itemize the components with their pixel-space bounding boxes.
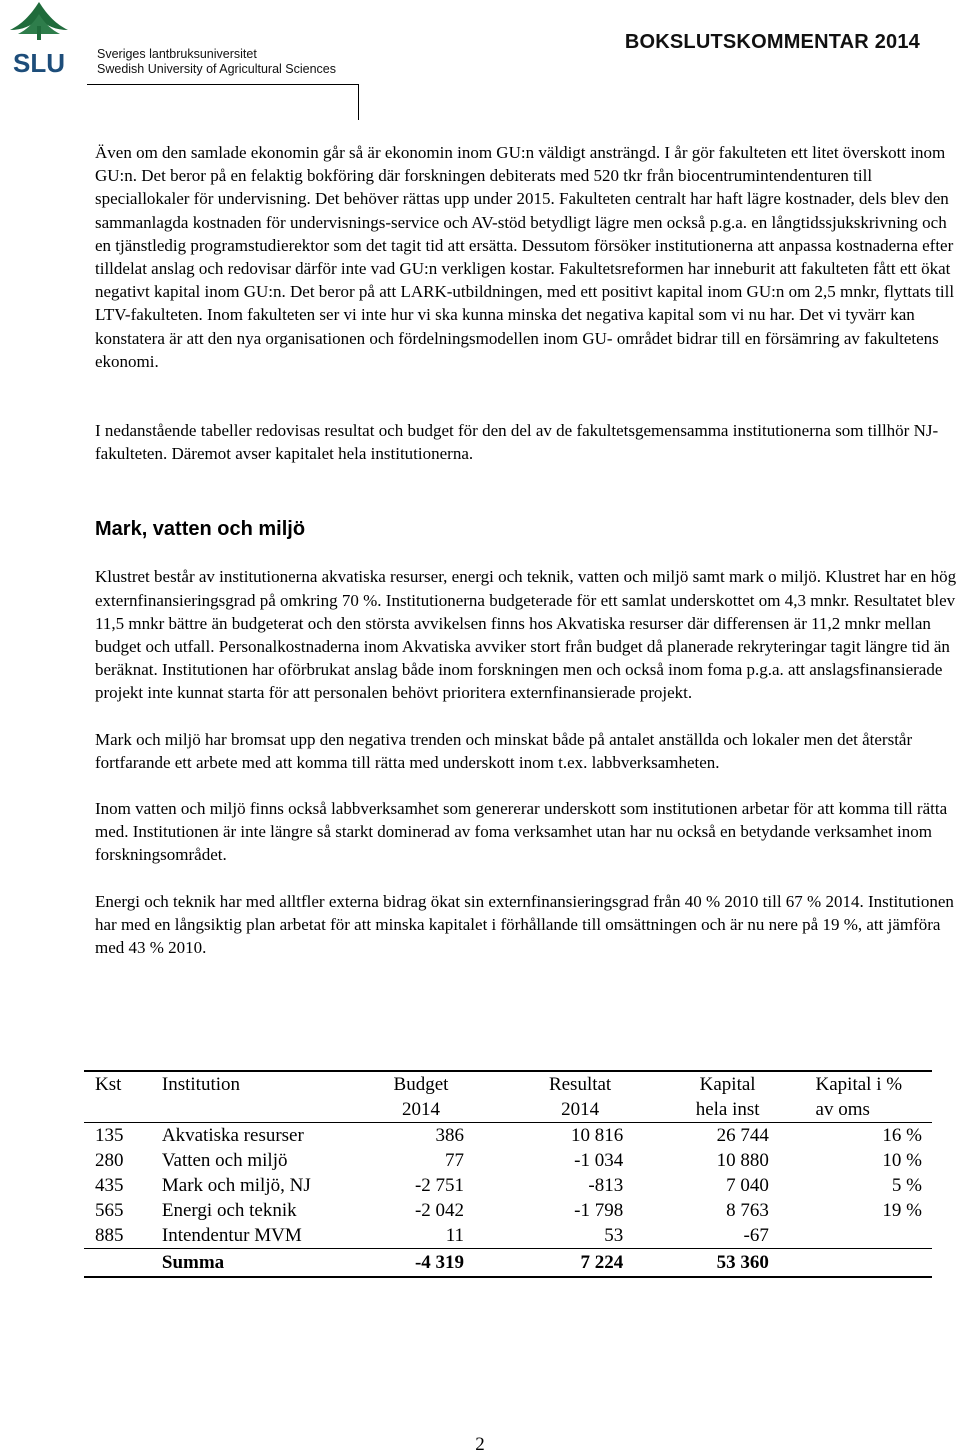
section-paragraph-4: Energi och teknik har med alltfler externa bidrag ökat sin externfinansieringsgrad från 40 % 2010 till 67 % 2014. Institutionen har med en långsiktig plan arbetat för att minska kapitalet i förhållande till omsättningen och är nu nere på 19 %, att jämföra med 43 % 2010. <box>95 891 954 958</box>
header-kapital-pct: Kapital i % <box>816 1071 932 1097</box>
table-row <box>84 1223 932 1249</box>
svg-text:SLU: SLU <box>13 48 65 78</box>
header-institution: Institution <box>162 1071 378 1097</box>
cell-kapital: 7 040 <box>726 1175 769 1196</box>
header-kapital-pct-basis: av oms <box>816 1097 932 1123</box>
intro-paragraph-1: Även om den samlade ekonomin går så är ekonomin inom GU:n väldigt ansträngd. I år gör fakulteten ett litet överskott inom GU:n. Det beror på en felaktig bokföring där forskningen debiterats med 520 tkr från biocentrumintendenturen till speciallokaler för undervisning. Det behöver rättas upp under 2015. Fakulteten centralt har haft lägre kostnader, dels blev den sammanlagda kostnaden för undervisnings-service och AV-stöd betydligt lägre men också p.g.a. en långtidssjukskrivning och en tjänstledig programstudierektor som det tagit tid att ersätta. Dessutom försöker institutionerna att anpassa kostnaderna efter tilldelat anslag och redovisar därför inte vad GU:n verkligen kostar. Fakultetsreformen har inneburit att fakulteten fått ett ökat negativt kapital inom GU:n. Det beror på att LARK-utbildningen, med ett positivt kapital inom GU:n om 2,5 mnkr, flyttats till LTV-fakulteten. Inom fakulteten ser vi inte hur vi ska kunna minska det negativa kapital som vi nu har. Det vi tyvärr kan konstatera är att den nya organisationen och fördelningsmodellen inom GU- området bidrar till en försämring av fakultetens ekonomi. <box>95 143 955 371</box>
cell-resultat: -1 798 <box>574 1200 624 1221</box>
total-label: Summa <box>162 1249 378 1278</box>
total-resultat: 7 224 <box>537 1249 623 1278</box>
intro-paragraph-2: I nedanstående tabeller redovisas resultat och budget för den del av de fakultetsgemensamma institutionerna som tillhör NJ-fakulteten. Däremot avser kapitalet hela institutionerna. <box>95 421 939 464</box>
cell-kapital: 10 880 <box>716 1150 769 1171</box>
cell-kapital-pct: 10 % <box>882 1150 922 1171</box>
cell-institution: Mark och miljö, NJ <box>161 1175 311 1196</box>
table-row <box>84 1123 932 1149</box>
cell-kst: 135 <box>95 1125 124 1146</box>
table-header-row-2 <box>84 1097 932 1123</box>
cell-budget: 386 <box>435 1125 465 1146</box>
table-row <box>84 1148 932 1173</box>
cell-institution: Intendentur MVM <box>162 1223 378 1249</box>
finance-table <box>84 1070 932 1278</box>
cell-resultat: 53 <box>537 1223 623 1249</box>
university-name <box>97 47 336 77</box>
header-resultat: Resultat <box>537 1071 623 1097</box>
cell-kapital: 8 763 <box>726 1200 769 1221</box>
document-title: BOKSLUTSKOMMENTAR 2014 <box>624 31 920 53</box>
cell-kapital: 26 744 <box>716 1125 769 1146</box>
cell-kapital: -67 <box>686 1223 768 1249</box>
section-paragraph-1: Klustret består av institutionerna akvatiska resurser, energi och teknik, vatten och miljö samt mark o miljö. Klustret har en hög externfinansieringsgrad på omkring 70 %. Institutionerna budgeterade för ett samlat underskottet om 4,3 mnkr. Resultatet blev 11,5 mnkr bättre än budgeterat och den största avvikelsen finns hos Akvatiska resurser där differensen är 11,2 mnkr mellan budget och utfall. Personalkostnaderna inom Akvatiska avviker stort från budget då planerade rekryteringar tagit längre tid än beräknat. Institutionen har oförbrukat anslag både inom forskningen men och också inom foma p.g.a. att anslagsfinansierade projekt inte kunnat starta för att personalen behövt prioritera externfinansierade projekt. <box>95 567 957 703</box>
section-paragraph-3: Inom vatten och miljö finns också labbverksamhet som genererar underskott som institutionen arbetar för att komma till rätta med. Institutionen är inte längre så starkt dominerad av foma verksamhet utan har nu också en betydande verksamhet inom forskningsområdet. <box>95 799 948 865</box>
cell-kapital-pct: 19 % <box>882 1200 922 1221</box>
cell-institution: Energi och teknik <box>161 1200 297 1221</box>
header-rule-horizontal <box>87 84 359 85</box>
cell-kapital-pct <box>816 1223 932 1249</box>
cell-budget: 11 <box>378 1223 464 1249</box>
cell-resultat: -813 <box>588 1175 624 1196</box>
cell-institution: Akvatiska resurser <box>161 1125 304 1146</box>
slu-logo-mark <box>0 0 80 80</box>
header-kst: Kst <box>84 1071 162 1097</box>
cell-resultat: -1 034 <box>574 1150 624 1171</box>
cell-kapital-pct: 5 % <box>891 1175 922 1196</box>
university-name-en: Swedish University of Agricultural Sciences <box>97 62 336 76</box>
cell-kst: 280 <box>95 1150 124 1171</box>
section-paragraph-2: Mark och miljö har bromsat upp den negativa trenden och minskat både på antalet anställda och lokaler men det återstår fortfarande ett arbete med att komma till rätta med underskott inom t.ex. labbverksamheten. <box>95 729 913 772</box>
cell-resultat: 10 816 <box>570 1125 624 1146</box>
cell-kst: 885 <box>84 1223 162 1249</box>
table-row <box>84 1198 932 1223</box>
header-resultat-year: 2014 <box>537 1097 623 1123</box>
cell-kst: 435 <box>95 1175 124 1196</box>
university-name-sv: Sveriges lantbruksuniversitet <box>97 47 257 61</box>
total-budget: -4 319 <box>378 1249 464 1278</box>
header-rule-vertical <box>358 84 359 120</box>
cell-budget: 77 <box>445 1150 465 1171</box>
header-budget-year: 2014 <box>378 1097 464 1123</box>
page-number: 2 <box>475 1434 485 1455</box>
cell-budget: -2 042 <box>414 1200 465 1221</box>
cell-kapital-pct: 16 % <box>882 1125 922 1146</box>
cell-budget: -2 751 <box>414 1175 465 1196</box>
section-heading: Mark, vatten och miljö <box>95 518 306 541</box>
total-kapital: 53 360 <box>686 1249 768 1278</box>
page-body <box>95 141 957 959</box>
slu-logo <box>0 0 80 80</box>
header-kapital: Kapital <box>686 1071 768 1097</box>
header-budget: Budget <box>378 1071 464 1097</box>
cell-kst: 565 <box>95 1200 124 1221</box>
cell-institution: Vatten och miljö <box>161 1150 288 1171</box>
table-row <box>84 1173 932 1198</box>
table-total-row <box>84 1249 932 1278</box>
header-kapital-scope: hela inst <box>686 1097 768 1123</box>
table-header-row <box>84 1071 932 1097</box>
